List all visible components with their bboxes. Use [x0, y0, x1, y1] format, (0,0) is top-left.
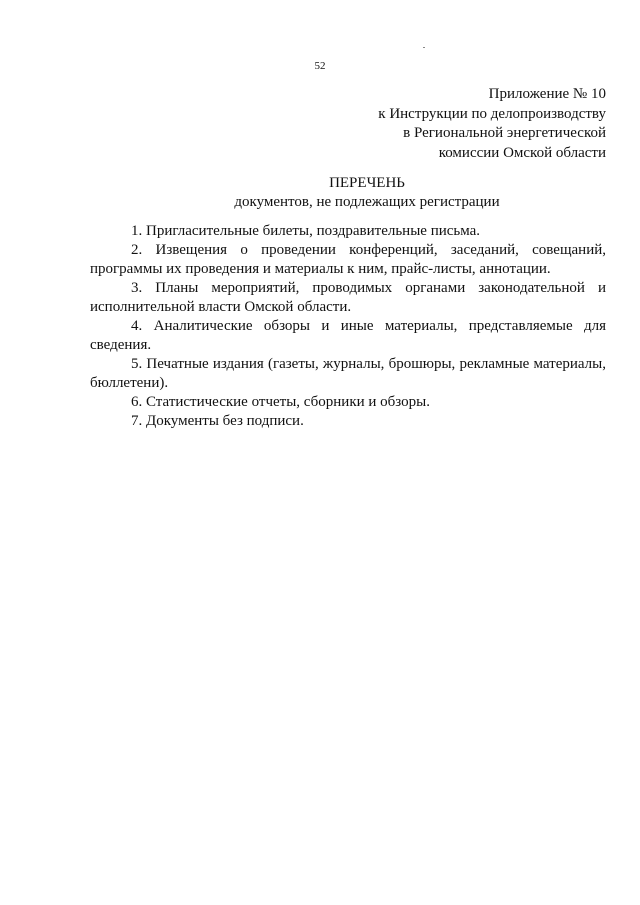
appendix-header: [378, 85, 606, 163]
scan-speck: [423, 47, 425, 48]
heading-subtitle: документов, не подлежащих регистрации: [234, 194, 500, 210]
appendix-line: к Инструкции по делопроизводству: [378, 105, 606, 122]
list-item: 4. Аналитические обзоры и иные материалы, представляемые для сведения.: [90, 318, 606, 353]
list-item: 7. Документы без подписи.: [131, 413, 304, 429]
page-number: 52: [314, 60, 326, 72]
list-item: 6. Статистические отчеты, сборники и обзоры.: [131, 394, 430, 410]
document-heading: [0, 174, 640, 212]
appendix-line: Приложение № 10: [488, 86, 606, 102]
list-item: 2. Извещения о проведении конференций, заседаний, совещаний, программы их проведения и материалы к ним, прайс-листы, аннотации.: [90, 242, 606, 277]
document-list: [90, 222, 606, 431]
list-item: 5. Печатные издания (газеты, журналы, брошюры, рекламные материалы, бюллетени).: [90, 356, 606, 391]
appendix-line: комиссии Омской области: [438, 144, 606, 161]
heading-title: ПЕРЕЧЕНЬ: [329, 175, 405, 191]
list-item: 3. Планы мероприятий, проводимых органами законодательной и исполнительной власти Омской области.: [90, 280, 606, 315]
appendix-line: в Региональной энергетической: [403, 125, 606, 141]
list-item: 1. Пригласительные билеты, поздравительные письма.: [131, 223, 481, 239]
